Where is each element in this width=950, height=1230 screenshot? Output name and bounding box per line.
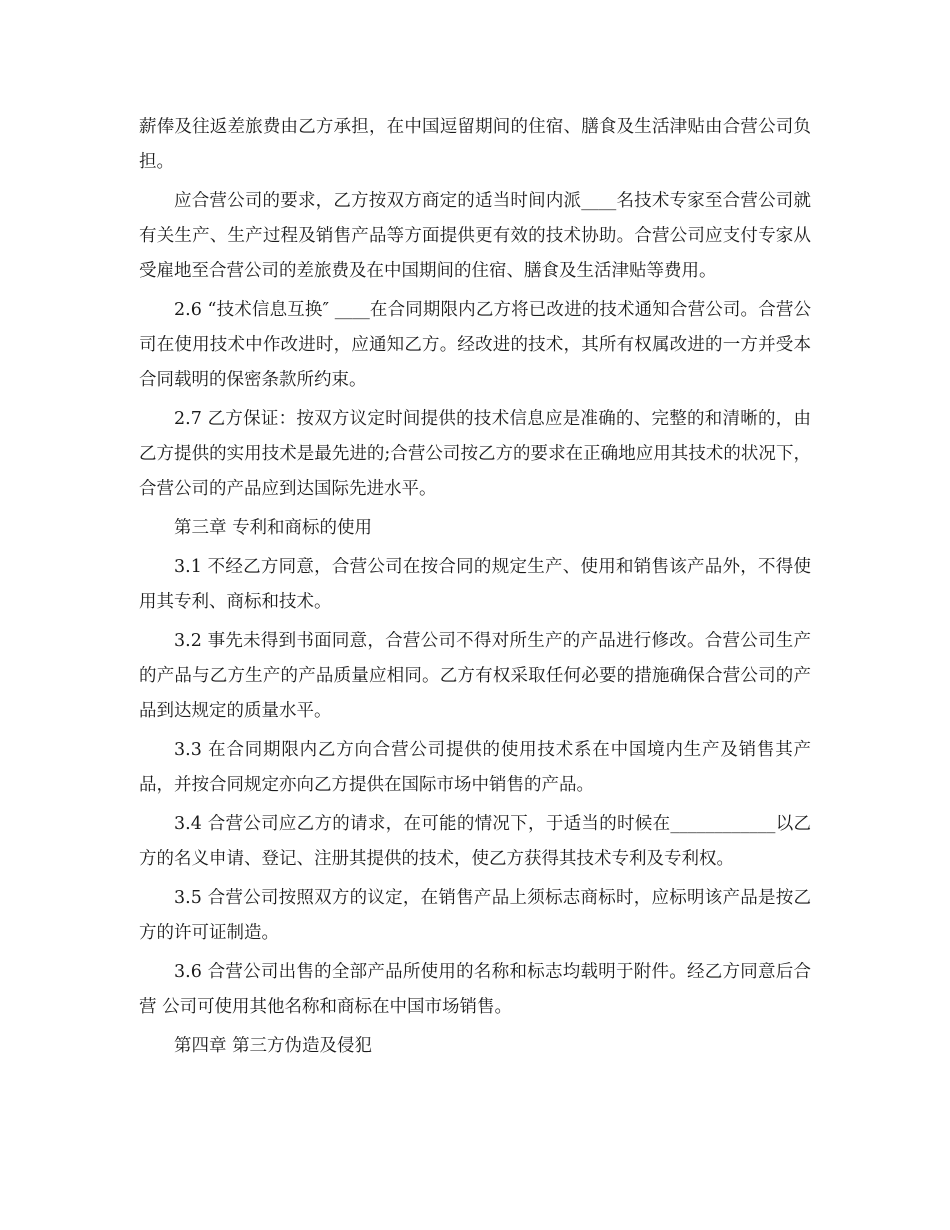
paragraph-experts: 应合营公司的要求，乙方按双方商定的适当时间内派____名技术专家至合营公司就有关生产、生产过程及销售产品等方面提供更有效的技术协助。合营公司应支付专家从受雇地至合营公司的差旅费及在中国期间的住宿、膳食及生活津贴等费用。 — [139, 191, 811, 281]
chapter-4-heading: 第四章 第三方伪造及侵犯 — [174, 1036, 373, 1056]
paragraph-3-3: 3.3 在合同期限内乙方向合营公司提供的使用技术系在中国境内生产及销售其产品，并按合同规定亦向乙方提供在国际市场中销售的产品。 — [139, 740, 811, 795]
paragraph-3-5: 3.5 合营公司按照双方的议定，在销售产品上须标志商标时，应标明该产品是按乙方的许可证制造。 — [139, 888, 811, 943]
paragraph-2-6: 2.6 “技术信息互换″ ____在合同期限内乙方将已改进的技术通知合营公司。合营公司在使用技术中作改进时，应通知乙方。经改进的技术，其所有权属改进的一方并受本合同载明的保密条款所约束。 — [139, 300, 811, 390]
paragraph-2-7: 2.7 乙方保证：按双方议定时间提供的技术信息应是准确的、完整的和清晰的，由乙方提供的实用技术是最先进的;合营公司按乙方的要求在正确地应用其技术的状况下，合营公司的产品应到达国际先进水平。 — [139, 409, 811, 499]
document-body — [139, 110, 811, 1068]
paragraph-3-4: 3.4 合营公司应乙方的请求，在可能的情况下，于适当的时候在____________以乙方的名义申请、登记、注册其提供的技术，使乙方获得其技术专利及专利权。 — [139, 814, 811, 869]
paragraph-3-1: 3.1 不经乙方同意，合营公司在按合同的规定生产、使用和销售该产品外，不得使用其专利、商标和技术。 — [139, 557, 811, 612]
paragraph-continuation: 薪俸及往返差旅费由乙方承担，在中国逗留期间的住宿、膳食及生活津贴由合营公司负担。 — [139, 117, 811, 172]
paragraph-3-2: 3.2 事先未得到书面同意，合营公司不得对所生产的产品进行修改。合营公司生产的产品与乙方生产的产品质量应相同。乙方有权采取任何必要的措施确保合营公司的产品到达规定的质量水平。 — [139, 631, 811, 721]
chapter-3-heading: 第三章 专利和商标的使用 — [174, 518, 373, 538]
paragraph-3-6: 3.6 合营公司出售的全部产品所使用的名称和标志均载明于附件。经乙方同意后合营 公司可使用其他名称和商标在中国市场销售。 — [139, 962, 811, 1017]
